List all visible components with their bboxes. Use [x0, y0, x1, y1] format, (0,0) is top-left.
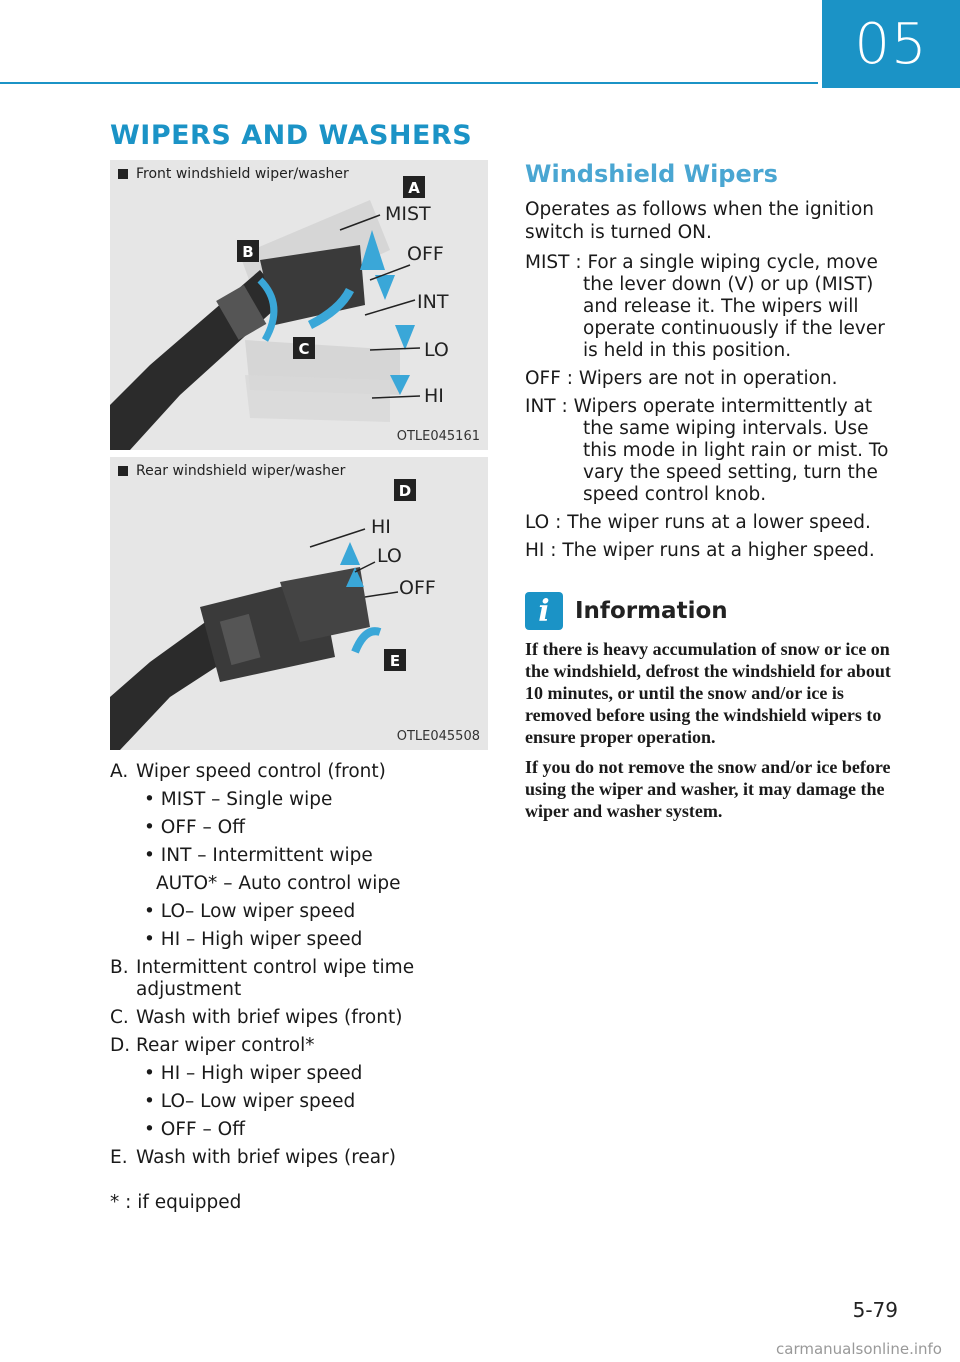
chapter-tab: 05: [822, 0, 960, 88]
subsection-title: Windshield Wipers: [525, 160, 778, 188]
mode-lo: LO : The wiper runs at a lower speed.: [525, 512, 871, 533]
marker-d: D: [398, 482, 412, 500]
legend-d: D. Rear wiper control*: [110, 1035, 315, 1056]
legend-d-item: • LO– Low wiper speed: [144, 1091, 356, 1112]
label-hi: HI: [424, 385, 444, 407]
rear-wiper-illustration: [110, 457, 488, 750]
figure-caption: [118, 463, 345, 479]
square-bullet-icon: [118, 169, 128, 179]
intro-text: Operates as follows when the ignition switch is turned ON.: [525, 199, 874, 243]
figure-rear-wiper: [110, 457, 488, 750]
figure-caption: [118, 166, 349, 182]
mode-mist: MIST : For a single wiping cycle, move the lever down (V) or up (MIST) and release it. The wipers will operate continuously if the lever is held in this position.: [525, 252, 885, 361]
marker-c: C: [298, 340, 310, 358]
legend-d-item: • OFF – Off: [144, 1119, 245, 1140]
label-lo: LO: [424, 339, 449, 361]
legend-e: E. Wash with brief wipes (rear): [110, 1147, 396, 1168]
front-wiper-illustration: [110, 160, 488, 450]
mode-int: INT : Wipers operate intermittently at the same wiping intervals. Use this mode in light rain or mist. To vary the speed setting, turn the speed control knob.: [525, 396, 889, 505]
figure-front-wiper: [110, 160, 488, 450]
legend-b: B. Intermittent control wipe time adjustment: [110, 957, 415, 1000]
mode-hi: HI : The wiper runs at a higher speed.: [525, 540, 875, 561]
mode-off: OFF : Wipers are not in operation.: [525, 368, 838, 389]
marker-a: A: [408, 179, 420, 197]
mode-list: [525, 252, 905, 562]
legend-a-item: • HI – High wiper speed: [144, 929, 363, 950]
page-number: 5-79: [852, 1298, 898, 1322]
legend-d-item: • HI – High wiper speed: [144, 1063, 363, 1084]
legend-a-item: • INT – Intermittent wipe: [144, 845, 373, 866]
marker-b: B: [242, 243, 254, 261]
label-hi-rear: HI: [371, 516, 391, 538]
legend-c: C. Wash with brief wipes (front): [110, 1007, 403, 1028]
legend-a-item: • OFF – Off: [144, 817, 245, 838]
figure-code: OTLE045161: [396, 429, 480, 444]
header-rule: [0, 82, 818, 84]
right-column: [525, 160, 905, 830]
figure-caption-text: Front windshield wiper/washer: [136, 166, 349, 182]
legend-a-item: • LO– Low wiper speed: [144, 901, 356, 922]
legend-a-item: • MIST – Single wipe: [144, 789, 333, 810]
label-off-rear: OFF: [399, 577, 436, 599]
figure-caption-text: Rear windshield wiper/washer: [136, 463, 346, 479]
info-paragraph: If you do not remove the snow and/or ice before using the wiper and washer, it may damage the wiper and washer system.: [525, 757, 891, 821]
label-off: OFF: [407, 243, 444, 265]
info-icon: i: [525, 592, 563, 630]
marker-e: E: [389, 652, 401, 670]
legend-list: [110, 758, 490, 1172]
label-lo-rear: LO: [377, 545, 402, 567]
info-title: Information: [575, 598, 728, 624]
figure-code: OTLE045508: [396, 729, 480, 744]
label-mist: MIST: [385, 203, 431, 225]
label-int: INT: [417, 291, 449, 313]
legend-a-item: AUTO* – Auto control wipe: [156, 873, 401, 894]
info-paragraph: If there is heavy accumulation of snow or ice on the windshield, defrost the windshield for about 10 minutes, or until the snow and/or ice is removed before using the windshield wipers to ensure proper operation.: [525, 639, 891, 747]
legend-a: A. Wiper speed control (front): [110, 761, 386, 782]
square-bullet-icon: [118, 466, 128, 476]
footnote: * : if equipped: [110, 1192, 242, 1213]
watermark: carmanualsonline.info: [776, 1340, 942, 1358]
section-title: WIPERS AND WASHERS: [110, 120, 473, 151]
info-heading: [525, 592, 905, 630]
